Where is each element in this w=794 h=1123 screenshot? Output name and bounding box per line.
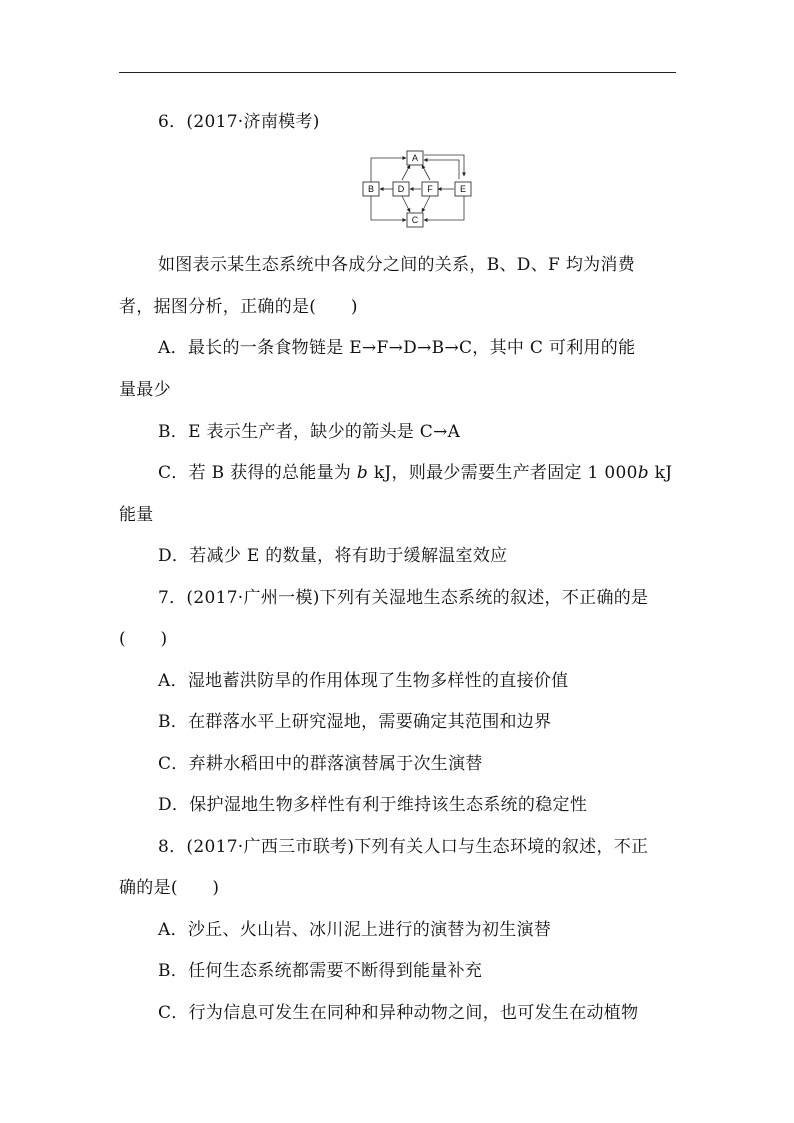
q8-option-a: A．沙丘、火山岩、冰川泥上进行的演替为初生演替 [158,920,552,940]
q6-option-a-line1: A．最长的一条食物链是 E→F→D→B→C，其中 C 可利用的能 [158,338,636,358]
q8-stem-line2: 确的是( ) [119,878,220,898]
q7-option-d: D．保护湿地生物多样性有利于维持该生态系统的稳定性 [158,795,588,815]
arrow-f-to-c [422,196,430,212]
q7-stem-line1: 7．(2017·广州一模)下列有关湿地生态系统的叙述，不正确的是 [158,588,649,608]
q8-option-b: B．任何生态系统都需要不断得到能量补充 [158,961,483,981]
q6-option-c-var2: b [637,463,649,483]
q7-option-b: B．在群落水平上研究湿地，需要确定其范围和边界 [158,712,552,732]
node-a-label: A [411,153,419,163]
node-f-label: F [427,184,433,194]
q6-option-d: D．若减少 E 的数量，将有助于缓解温室效应 [158,546,508,566]
q8-option-c-line1: C．行为信息可发生在同种和异种动物之间，也可发生在动植物 [158,1003,639,1023]
q6-option-c-line1 [158,461,672,485]
arrow-e-to-c [424,196,464,220]
arrow-a-to-e [424,155,464,176]
q6-option-c-pre: C．若 B 获得的总能量为 [158,463,357,483]
q7-option-c: C．弃耕水稻田中的群落演替属于次生演替 [158,754,483,774]
arrow-d-to-a [402,165,410,180]
q8-stem-line1: 8．(2017·广西三市联考)下列有关人口与生态环境的叙述，不正 [158,837,649,857]
node-c-label: C [411,215,419,225]
q6-stem-line1: 如图表示某生态系统中各成分之间的关系，B、D、F 均为消费 [158,255,636,275]
arrow-e-to-a [424,160,459,179]
node-e-label: E [459,184,467,194]
q6-option-c-mid: kJ，则最少需要生产者固定 1 000 [368,463,638,483]
header-rule [119,72,676,73]
ecosystem-diagram [358,150,474,228]
q6-header: 6．(2017·济南模考) [158,112,320,132]
node-b-label: B [367,184,375,194]
arrow-b-to-c [371,196,406,220]
q6-option-c-var1: b [356,463,369,483]
q6-option-c-post: kJ [648,463,673,483]
q6-stem-line2: 者，据图分析，正确的是( ) [119,297,358,317]
arrow-d-to-c [402,196,410,212]
node-d-label: D [397,184,405,194]
q6-option-b: B．E 表示生产者，缺少的箭头是 C→A [158,422,461,442]
q6-option-c-line2: 能量 [119,505,154,525]
q6-option-a-line2: 量最少 [119,380,171,400]
arrow-f-to-a [422,165,430,180]
arrow-b-to-a [371,158,406,182]
q7-option-a: A．湿地蓄洪防旱的作用体现了生物多样性的直接价值 [158,671,569,691]
q7-stem-line2: ( ) [119,629,168,649]
